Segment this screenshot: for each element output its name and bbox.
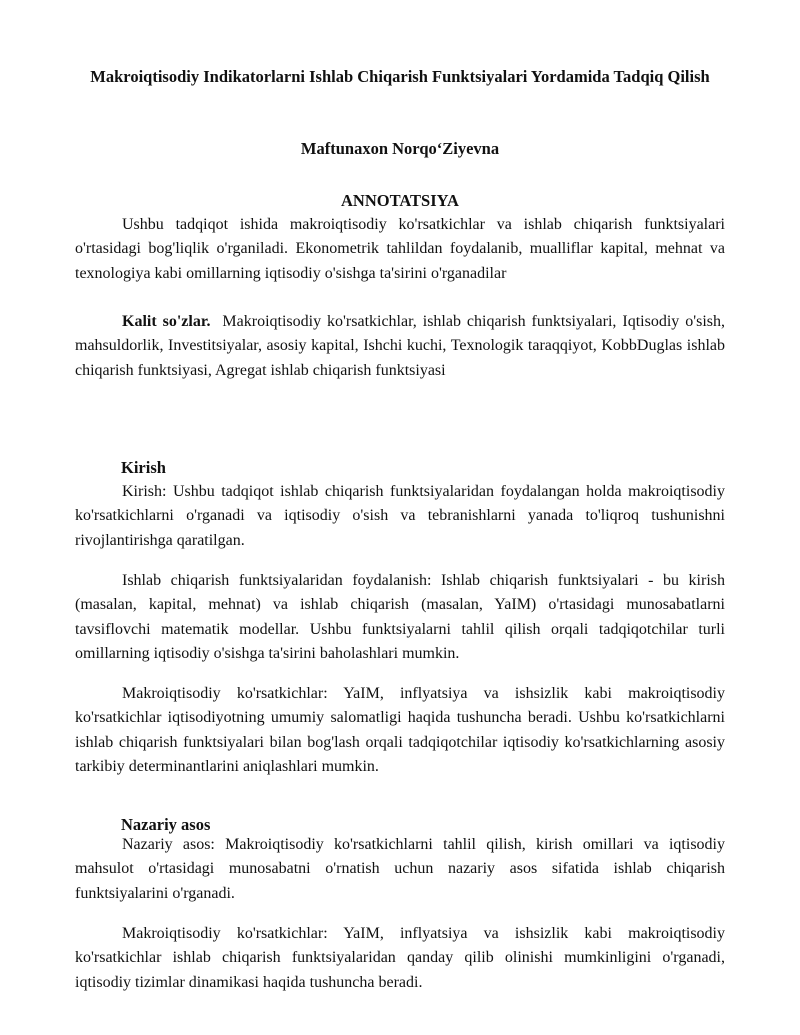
- paper-title: Makroiqtisodiy Indikatorlarni Ishlab Chiqarish Funktsiyalari Yordamida Tadqiq Qilish: [90, 67, 710, 86]
- theory-paragraph-2: Makroiqtisodiy ko'rsatkichlar: YaIM, inflyatsiya va ishsizlik kabi makroiqtisodiy ko'rsatkichlar ishlab chiqarish funktsiyalaridan qanday qilib olinishi mumkinligini o'rganadi, iqtisodiy tizimlar dinamikasi haqida tushuncha beradi.: [75, 925, 725, 991]
- annotation-heading: ANNOTATSIYA: [341, 191, 459, 210]
- keywords-paragraph: [75, 310, 725, 383]
- keywords-text: Makroiqtisodiy ko'rsatkichlar, ishlab chiqarish funktsiyalari, Iqtisodiy o'sish, mahsuldorlik, Investitsiyalar, asosiy kapital, Ishchi kuchi, Texnologik taraqqiyot, KobbDuglas ishlab chiqarish funktsiyasi, Agregat ishlab chiqarish funktsiyasi: [75, 313, 726, 379]
- theory-heading: Nazariy asos: [121, 815, 211, 834]
- keywords-label: Kalit so'zlar.: [122, 313, 211, 330]
- intro-paragraph-1: Kirish: Ushbu tadqiqot ishlab chiqarish funktsiyalaridan foydalangan holda makroiqtisodiy ko'rsatkichlarni o'rganadi va iqtisodiy o'sish va tebranishlarni yanada to'liqroq tushunishni rivojlantirishga qaratilgan.: [75, 483, 725, 549]
- author-name: Maftunaxon Norqo‘Ziyevna: [300, 139, 500, 158]
- intro-paragraph-3: Makroiqtisodiy ko'rsatkichlar: YaIM, inflyatsiya va ishsizlik kabi makroiqtisodiy ko'rsatkichlar iqtisodiyotning umumiy salomatligi haqida tushuncha beradi. Ushbu ko'rsatkichlarni ishlab chiqarish funktsiyalari bilan bog'lash orqali tadqiqotchilar iqtisodiy ko'rsatkichlarning asosiy tarkibiy determinantlarini aniqlashlari mumkin.: [75, 685, 725, 776]
- annotation-paragraph: Ushbu tadqiqot ishida makroiqtisodiy ko'rsatkichlar va ishlab chiqarish funktsiyalari o'rtasidagi bog'liqlik o'rganiladi. Ekonometrik tahlildan foydalanib, mualliflar kapital, mehnat va texnologiya kabi omillarning iqtisodiy o'sishga ta'sirini o'rganadilar: [75, 216, 725, 282]
- theory-paragraph-1: Nazariy asos: Makroiqtisodiy ko'rsatkichlarni tahlil qilish, kirish omillari va iqtisodiy mahsulot o'rtasidagi munosabatni o'rnatish uchun nazariy asos sifatida ishlab chiqarish funktsiyalarini o'rganadi.: [75, 836, 725, 902]
- intro-paragraph-2: Ishlab chiqarish funktsiyalaridan foydalanish: Ishlab chiqarish funktsiyalari - bu kirish (masalan, kapital, mehnat) va ishlab chiqarish (masalan, YaIM) o'rtasidagi munosabatlarni tavsiflovchi matematik modellar. Ushbu funktsiyalarni tahlil qilish orqali tadqiqotchilar turli omillarning iqtisodiy o'sishga ta'sirini baholashlari mumkin.: [75, 572, 725, 663]
- intro-heading: Kirish: [121, 458, 166, 477]
